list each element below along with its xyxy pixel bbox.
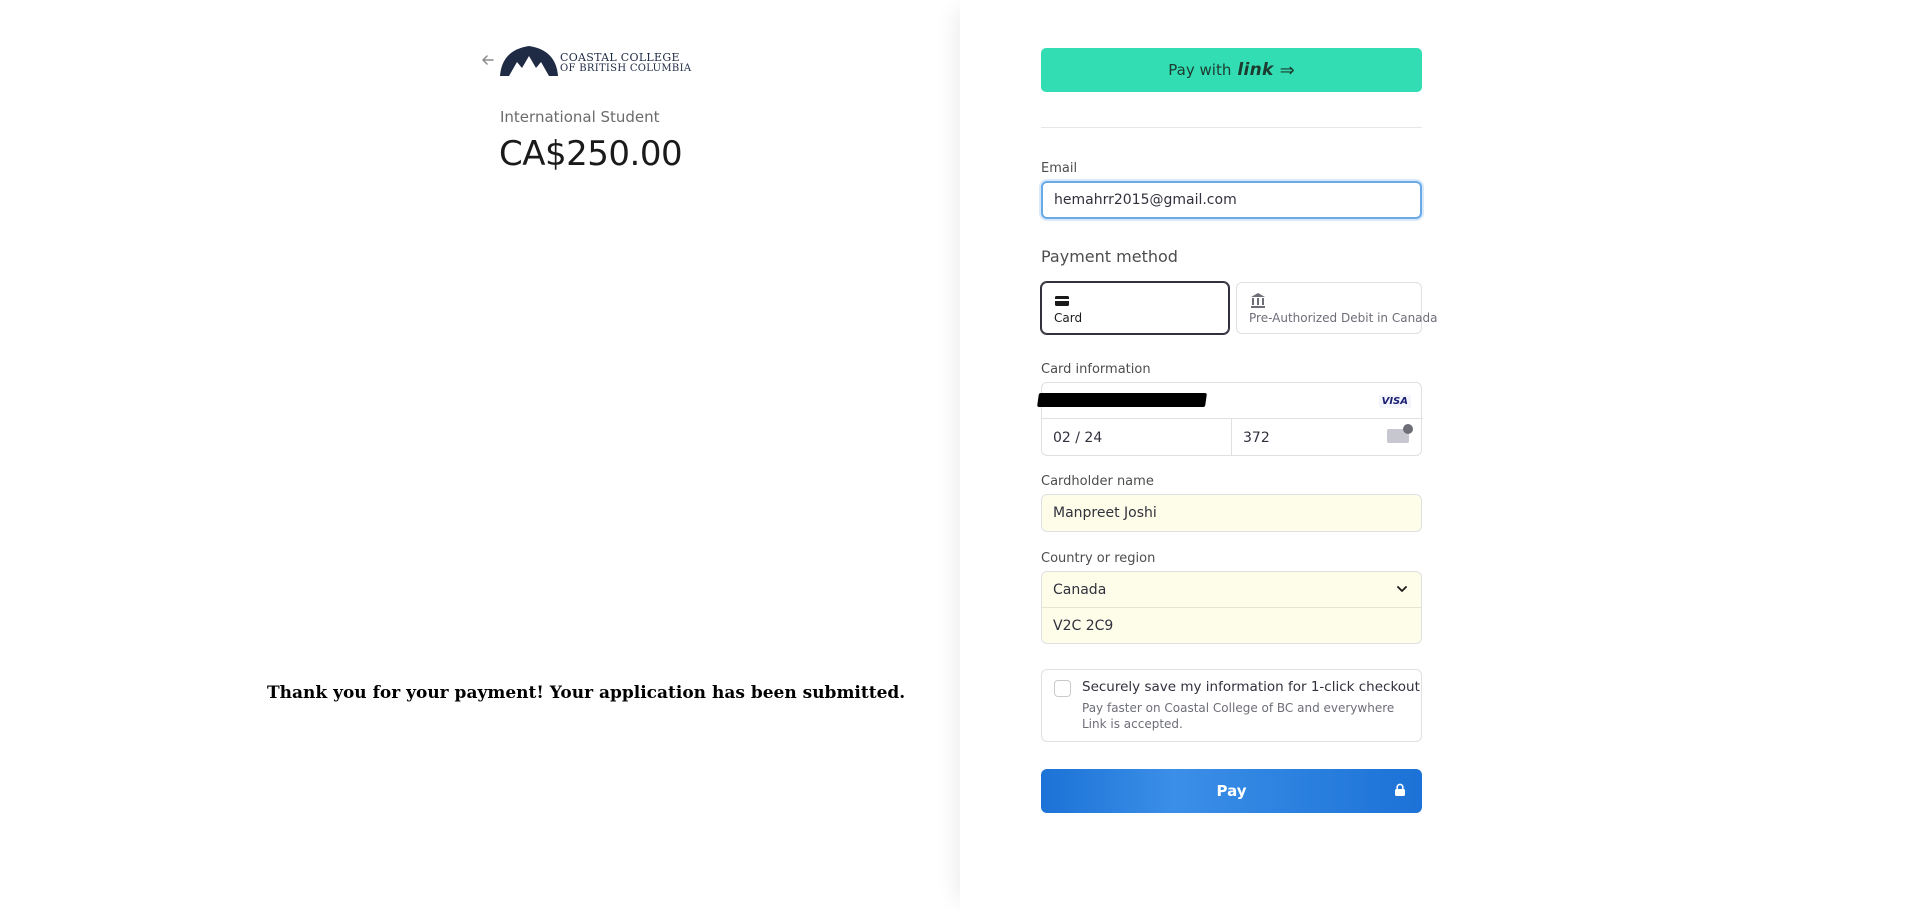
chevron-down-icon: [1395, 582, 1409, 596]
card-icon: [1054, 291, 1070, 309]
tab-card-label: Card: [1054, 311, 1083, 325]
link-brand-text: link: [1237, 60, 1274, 80]
mountain-logo-icon: [500, 44, 558, 78]
link-button-prefix: Pay with: [1168, 61, 1232, 79]
lock-icon: [1394, 783, 1406, 796]
redacted-card-number: [1037, 393, 1207, 407]
logo-wordmark: COASTAL COLLEGE OF BRITISH COLUMBIA: [560, 51, 692, 74]
save-info-box: [1041, 669, 1422, 742]
pay-button-label: Pay: [1216, 782, 1247, 800]
back-arrow-icon[interactable]: [480, 52, 496, 68]
cvc-card-icon: [1387, 429, 1409, 443]
payment-pane: [960, 0, 1918, 910]
product-name: International Student: [500, 108, 660, 126]
country-select[interactable]: [1042, 572, 1421, 608]
cvc-field[interactable]: [1232, 419, 1421, 456]
total-amount: CA$250.00: [499, 134, 683, 174]
postal-code-field[interactable]: V2C 2C9: [1053, 618, 1114, 634]
tab-pad-label: Pre-Authorized Debit in Canada: [1249, 311, 1438, 325]
tab-card[interactable]: [1041, 282, 1229, 334]
address-group: [1041, 571, 1422, 644]
payment-method-title: Payment method: [1041, 247, 1178, 266]
save-info-description: Pay faster on Coastal College of BC and everywhere Link is accepted.: [1082, 701, 1395, 731]
pay-with-link-button[interactable]: [1041, 48, 1422, 92]
tab-pre-authorized-debit[interactable]: [1236, 282, 1438, 334]
card-information-group: [1041, 382, 1422, 456]
save-info-title: Securely save my information for 1-click checkout: [1082, 679, 1420, 695]
cvc-value: 372: [1243, 429, 1270, 446]
link-arrow-icon: ⇒: [1279, 59, 1295, 81]
cardholder-name-label: Cardholder name: [1041, 474, 1154, 489]
college-logo[interactable]: [500, 44, 692, 78]
country-label: Country or region: [1041, 551, 1156, 566]
thank-you-message: Thank you for your payment! Your application has been submitted.: [267, 683, 906, 703]
country-value: Canada: [1053, 581, 1107, 598]
visa-brand-icon: VISA: [1379, 395, 1411, 408]
bank-icon: [1249, 291, 1267, 309]
save-info-checkbox[interactable]: [1054, 680, 1071, 697]
expiry-field[interactable]: 02 / 24: [1042, 419, 1232, 456]
card-information-label: Card information: [1041, 362, 1151, 377]
email-label: Email: [1041, 161, 1078, 176]
divider: [1041, 127, 1422, 128]
cardholder-name-field[interactable]: Manpreet Joshi: [1041, 494, 1422, 532]
card-number-field[interactable]: [1042, 383, 1423, 419]
pay-button[interactable]: [1041, 769, 1422, 813]
email-field[interactable]: hemahrr2015@gmail.com: [1041, 181, 1422, 219]
